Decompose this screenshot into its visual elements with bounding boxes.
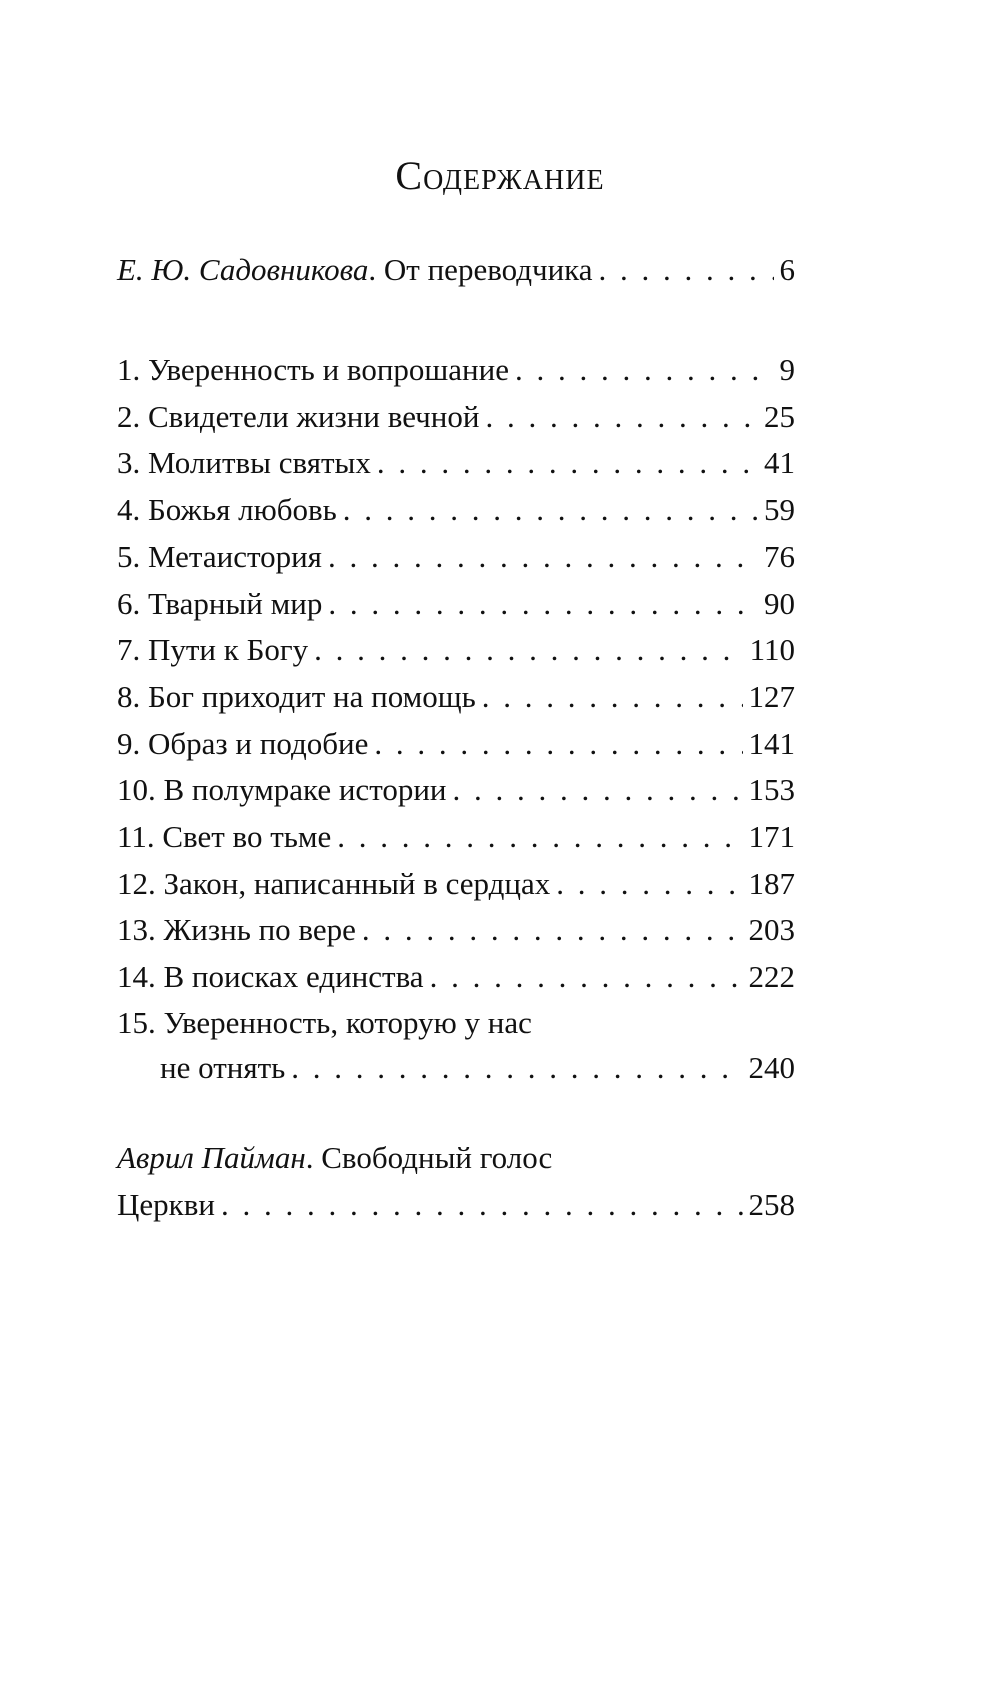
page-number: 110 xyxy=(749,632,795,668)
dot-leader xyxy=(377,440,758,486)
toc-entry-afterword-line1: Аврил Пайман. Свободный голос xyxy=(117,1140,553,1175)
toc-entry-9 xyxy=(117,721,795,767)
page-number: 9 xyxy=(779,352,795,387)
toc-entry-15-line1: 15. Уверенность, которую у нас xyxy=(117,1005,532,1040)
toc-entry-label: 2. Свидетели жизни вечной xyxy=(117,398,480,434)
toc-entry-14 xyxy=(117,954,795,1000)
dot-leader xyxy=(374,721,742,767)
toc-entry-6 xyxy=(117,581,795,627)
toc-entry-label: Е. Ю. Садовникова. От переводчика xyxy=(117,252,593,287)
entry-title: От переводчика xyxy=(383,252,593,287)
entry-title: Свободный голос xyxy=(321,1140,553,1175)
dot-leader xyxy=(328,581,758,627)
toc-entry-label: 10. В полумраке истории xyxy=(117,772,447,808)
toc-entry-label: Церкви xyxy=(117,1187,215,1222)
dot-leader xyxy=(482,674,743,720)
toc-entry-label: 3. Молитвы святых xyxy=(117,445,371,481)
toc-entry-11 xyxy=(117,814,795,860)
dot-leader xyxy=(430,954,743,1000)
dot-leader xyxy=(453,767,743,813)
page-number: 76 xyxy=(764,538,795,574)
dot-leader xyxy=(221,1182,743,1228)
toc-entry-label: 11. Свет во тьме xyxy=(117,819,332,854)
page-number: 6 xyxy=(779,252,795,287)
page-number: 171 xyxy=(748,819,795,854)
toc-entry-4 xyxy=(117,487,795,533)
dot-leader xyxy=(599,247,774,293)
dot-leader xyxy=(362,907,743,953)
toc-entry-label: 7. Пути к Богу xyxy=(117,632,309,668)
page-number: 222 xyxy=(748,959,795,995)
toc-entry-5 xyxy=(117,534,795,580)
toc-entry-preface xyxy=(117,247,795,293)
dot-leader xyxy=(556,861,742,907)
page-number: 240 xyxy=(748,1050,795,1085)
toc-entry-8 xyxy=(117,674,795,720)
toc-entry-10 xyxy=(117,767,795,813)
toc-entry-label: 12. Закон, написанный в сердцах xyxy=(117,865,551,901)
toc-entry-label: 9. Образ и подобие xyxy=(117,725,369,761)
page-number: 127 xyxy=(748,678,795,714)
toc-entry-12 xyxy=(117,861,795,907)
dot-leader xyxy=(515,347,774,393)
dot-leader xyxy=(291,1045,742,1091)
page-number: 187 xyxy=(748,865,795,901)
toc-entry-2 xyxy=(117,394,795,440)
author-name: Е. Ю. Садовникова xyxy=(117,252,369,287)
toc-entry-label: 8. Бог приходит на помощь xyxy=(117,678,476,714)
toc-entry-label: 4. Божья любовь xyxy=(117,492,337,528)
toc-entry-1 xyxy=(117,347,795,393)
page-number: 25 xyxy=(764,398,795,434)
dot-leader xyxy=(337,814,742,860)
dot-leader xyxy=(314,627,744,673)
toc-entry-label: 6. Тварный мир xyxy=(117,585,323,621)
toc-entry-label: 14. В поисках единства xyxy=(117,959,424,995)
toc-entry-label: 1. Уверенность и вопрошание xyxy=(117,352,509,387)
toc-entry-label: 13. Жизнь по вере xyxy=(117,912,356,948)
toc-entry-15 xyxy=(160,1045,795,1091)
page-number: 41 xyxy=(764,445,795,481)
toc-entry-label: 5. Метаистория xyxy=(117,538,322,574)
page-number: 203 xyxy=(748,912,795,948)
page-number: 90 xyxy=(764,585,795,621)
toc-entry-3 xyxy=(117,440,795,486)
page-number: 59 xyxy=(764,492,795,528)
dot-leader xyxy=(485,394,758,440)
author-name: Аврил Пайман xyxy=(117,1140,306,1175)
toc-entry-label: не отнять xyxy=(160,1050,286,1085)
dot-leader xyxy=(328,534,758,580)
toc-entry-afterword xyxy=(117,1182,795,1228)
page-number: 258 xyxy=(748,1187,795,1222)
page-title: Содержание xyxy=(395,153,605,198)
dot-leader xyxy=(343,487,758,533)
toc-entry-7 xyxy=(117,627,795,673)
page-number: 153 xyxy=(748,772,795,808)
toc-entry-13 xyxy=(117,907,795,953)
page-number: 141 xyxy=(748,725,795,761)
